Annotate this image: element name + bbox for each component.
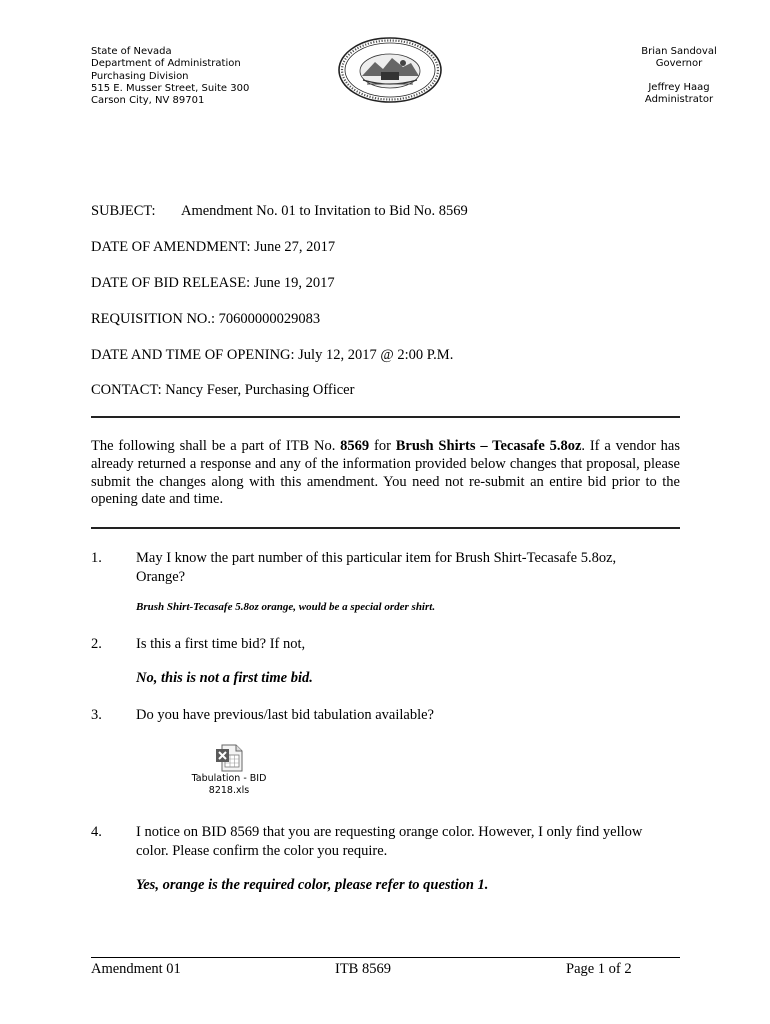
state-seal-logo: [337, 36, 443, 104]
question-number: 1.: [91, 550, 102, 566]
letterhead-line: 515 E. Musser Street, Suite 300: [91, 82, 250, 94]
question-number: 3.: [91, 707, 102, 723]
footer-page-number: Page 1 of 2: [566, 961, 632, 977]
divider: [91, 416, 680, 418]
question-number: 2.: [91, 636, 102, 652]
divider: [91, 527, 680, 529]
question-text: I notice on BID 8569 that you are requesting orange color. However, I only find yellow color. Please confirm the color you require.: [136, 824, 643, 859]
administrator-name: Jeffrey Haag: [648, 81, 710, 93]
date-of-amendment: DATE OF AMENDMENT: June 27, 2017: [91, 239, 336, 255]
intro-paragraph: [91, 438, 680, 509]
question-text: Is this a first time bid? If not,: [136, 636, 306, 652]
itb-number: 8569: [340, 438, 370, 454]
product-name: Brush Shirts – Tecasafe 5.8oz: [395, 438, 582, 454]
answer-text: No, this is not a first time bid.: [136, 670, 313, 686]
subject-label: SUBJECT:: [91, 203, 156, 219]
footer-itb-number: ITB 8569: [335, 961, 391, 977]
subject-value: Amendment No. 01 to Invitation to Bid No. 8569: [181, 203, 468, 219]
attachment-filename-line: 8218.xls: [208, 785, 250, 796]
letterhead-line: Carson City, NV 89701: [91, 95, 205, 107]
attachment-filename-line: Tabulation - BID: [191, 773, 267, 784]
letterhead-line: Department of Administration: [91, 58, 241, 70]
letterhead-officials: [628, 46, 730, 106]
letterhead-line: State of Nevada: [91, 46, 172, 57]
intro-text: for: [369, 438, 396, 454]
administrator-title: Administrator: [644, 93, 714, 105]
letterhead-address: [91, 46, 249, 107]
intro-text: . If a vendor has already returned a response and any of the information provided below changes that proposal, please submit the changes along with this amendment. You need not re-submit an entire bid prior to the opening date and time.: [91, 438, 680, 508]
attachment-file[interactable]: [186, 743, 272, 797]
footer-divider: [91, 957, 680, 958]
question-text: Do you have previous/last bid tabulation available?: [136, 707, 434, 723]
governor-title: Governor: [655, 58, 703, 70]
answer-text: Brush Shirt-Tecasafe 5.8oz orange, would be a special order shirt.: [136, 601, 436, 613]
letterhead-line: Purchasing Division: [91, 70, 189, 82]
excel-file-icon: [214, 743, 244, 773]
governor-name: Brian Sandoval: [641, 46, 717, 57]
intro-text: The following shall be a part of ITB No.: [91, 438, 341, 454]
date-of-bid-release: DATE OF BID RELEASE: June 19, 2017: [91, 275, 335, 291]
footer-amendment: Amendment 01: [91, 961, 181, 977]
answer-text: Yes, orange is the required color, please refer to question 1.: [136, 877, 489, 893]
contact: CONTACT: Nancy Feser, Purchasing Officer: [91, 382, 355, 398]
date-time-of-opening: DATE AND TIME OF OPENING: July 12, 2017 @ 2:00 P.M.: [91, 347, 454, 363]
question-number: 4.: [91, 824, 102, 840]
attachment-filename: [186, 773, 272, 797]
requisition-number: REQUISITION NO.: 70600000029083: [91, 311, 321, 327]
question-text: May I know the part number of this particular item for Brush Shirt-Tecasafe 5.8oz, Orange?: [136, 550, 617, 585]
